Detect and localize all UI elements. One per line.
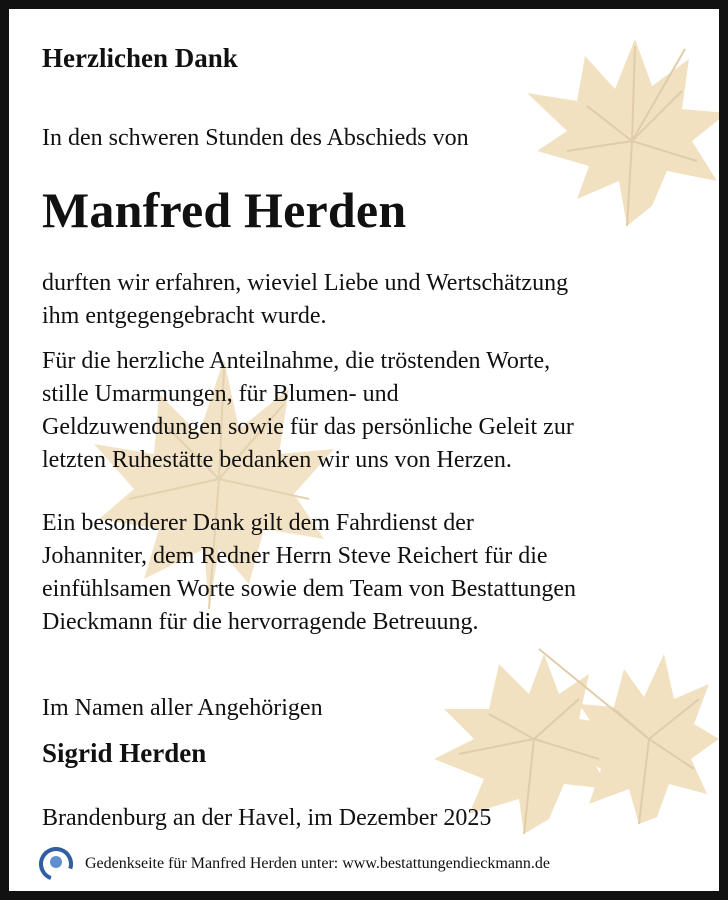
paragraph-line: stille Umarmungen, für Blumen- und <box>42 381 399 407</box>
paragraph-line: Dieckmann für die hervorragende Betreuung. <box>42 609 479 635</box>
paragraph-line: letzten Ruhestätte bedanken wir uns von Herzen. <box>42 447 512 473</box>
paragraph-line: einfühlsamen Worte sowie dem Team von Bestattungen <box>42 576 577 602</box>
circle-arc-logo-icon <box>39 847 73 881</box>
closing-text: Im Namen aller Angehörigen <box>42 695 323 721</box>
signer-name: Sigrid Herden <box>42 738 207 768</box>
paragraph-line: durften wir erfahren, wieviel Liebe und Wertschätzung <box>42 270 569 296</box>
paragraph-line: Geldzuwendungen sowie für das persönliche Geleit zur <box>42 414 574 440</box>
footer <box>39 847 550 881</box>
paragraph-line: Ein besonderer Dank gilt dem Fahrdienst der <box>42 510 474 536</box>
deceased-name: Manfred Herden <box>42 182 407 238</box>
paragraph-3 <box>42 507 576 639</box>
paragraph-2 <box>42 345 574 477</box>
intro-text: In den schweren Stunden des Abschieds von <box>42 125 469 151</box>
heading: Herzlichen Dank <box>42 43 238 73</box>
paragraph-line: ihm entgegengebracht wurde. <box>42 303 327 329</box>
memorial-page-link[interactable]: Gedenkseite für Manfred Herden unter: www.bestattungendieckmann.de <box>85 855 551 872</box>
paragraph-line: Johanniter, dem Redner Herrn Steve Reichert für die <box>42 543 548 569</box>
paragraph-line: Für die herzliche Anteilnahme, die tröstenden Worte, <box>42 348 551 374</box>
place-date: Brandenburg an der Havel, im Dezember 2025 <box>42 805 492 831</box>
paragraph-1 <box>42 267 568 333</box>
maple-leaf-top-right-icon <box>507 31 728 241</box>
